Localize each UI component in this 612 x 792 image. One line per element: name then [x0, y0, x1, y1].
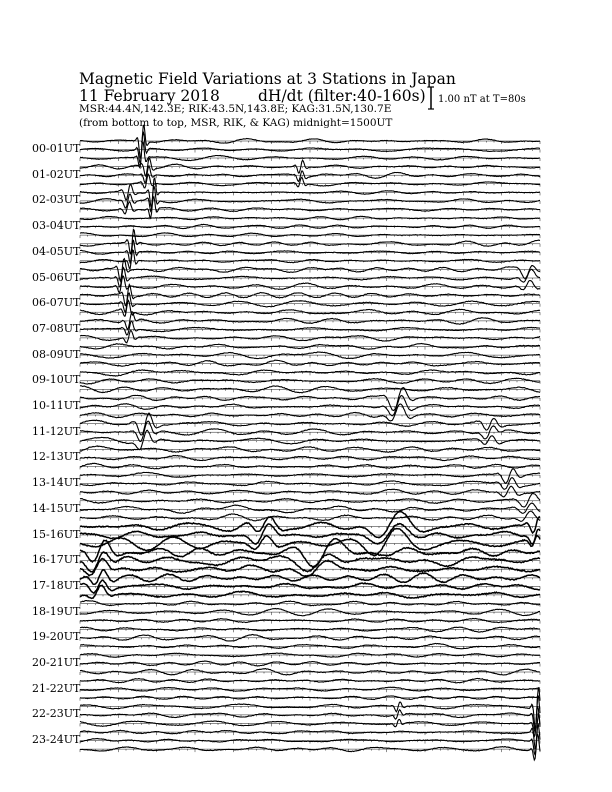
hour-label: 22-23UT: [32, 707, 81, 721]
trace-kag: [80, 486, 540, 497]
hour-label: 06-07UT: [32, 296, 81, 310]
hour-label: 03-04UT: [32, 219, 81, 233]
trace-msr: [80, 713, 540, 749]
hour-label: 05-06UT: [32, 270, 81, 284]
hour-label: 00-01UT: [32, 142, 81, 155]
trace-msr: [80, 230, 540, 255]
baseline-tick-row: [80, 424, 540, 427]
hour-label: 21-22UT: [32, 681, 81, 695]
hour-label: 02-03UT: [32, 193, 81, 207]
trace-rik: [80, 696, 540, 733]
chart-filter: dH/dt (filter:40-160s): [258, 87, 426, 105]
chart-title: Magnetic Field Variations at 3 Stations in Japan: [79, 70, 456, 88]
chart-date: 11 February 2018: [79, 87, 220, 105]
trace-msr: [80, 494, 540, 507]
baseline-tick-row: [80, 544, 540, 547]
baseline-tick-row: [80, 355, 540, 358]
station-order-note: (from bottom to top, MSR, RIK, & KAG) midnight=1500UT: [79, 117, 393, 129]
hour-label: 01-02UT: [32, 167, 81, 181]
baseline-tick-row: [80, 364, 540, 367]
baseline-tick-row: [80, 578, 540, 581]
trace-kag: [80, 734, 540, 760]
scale-bar-label: 1.00 nT at T=80s: [438, 94, 526, 105]
baseline-tick-row: [80, 441, 540, 444]
hour-label: 04-05UT: [32, 244, 81, 258]
hour-label: 20-21UT: [32, 656, 81, 669]
hour-label: 07-08UT: [32, 321, 81, 335]
hour-label: 09-10UT: [32, 373, 81, 387]
hour-label: 15-16UT: [32, 527, 81, 541]
trace-kag: [80, 142, 540, 168]
hour-label: 16-17UT: [32, 553, 81, 567]
baseline-tick-row: [80, 372, 540, 375]
hour-label: 12-13UT: [32, 450, 81, 464]
trace-msr: [80, 512, 540, 538]
hour-label: 23-24UT: [32, 733, 81, 747]
hour-label: 11-12UT: [32, 424, 81, 438]
trace-rik: [80, 186, 540, 211]
baseline-tick-row: [80, 552, 540, 555]
hour-label: 13-14UT: [32, 476, 81, 490]
baseline-tick-row: [80, 672, 540, 675]
hour-label: 18-19UT: [32, 604, 81, 618]
hour-label: 14-15UT: [32, 501, 81, 515]
baseline-tick-row: [80, 415, 540, 418]
scale-bar: [428, 87, 434, 109]
hour-label: 17-18UT: [32, 578, 81, 592]
hour-label: 10-11UT: [32, 399, 81, 412]
hour-label: 19-20UT: [32, 630, 81, 644]
hour-label: 08-09UT: [32, 347, 81, 361]
station-coordinates: MSR:44.4N,142.3E; RIK:43.5N,143.8E; KAG:31.5N,130.7E: [79, 103, 392, 115]
